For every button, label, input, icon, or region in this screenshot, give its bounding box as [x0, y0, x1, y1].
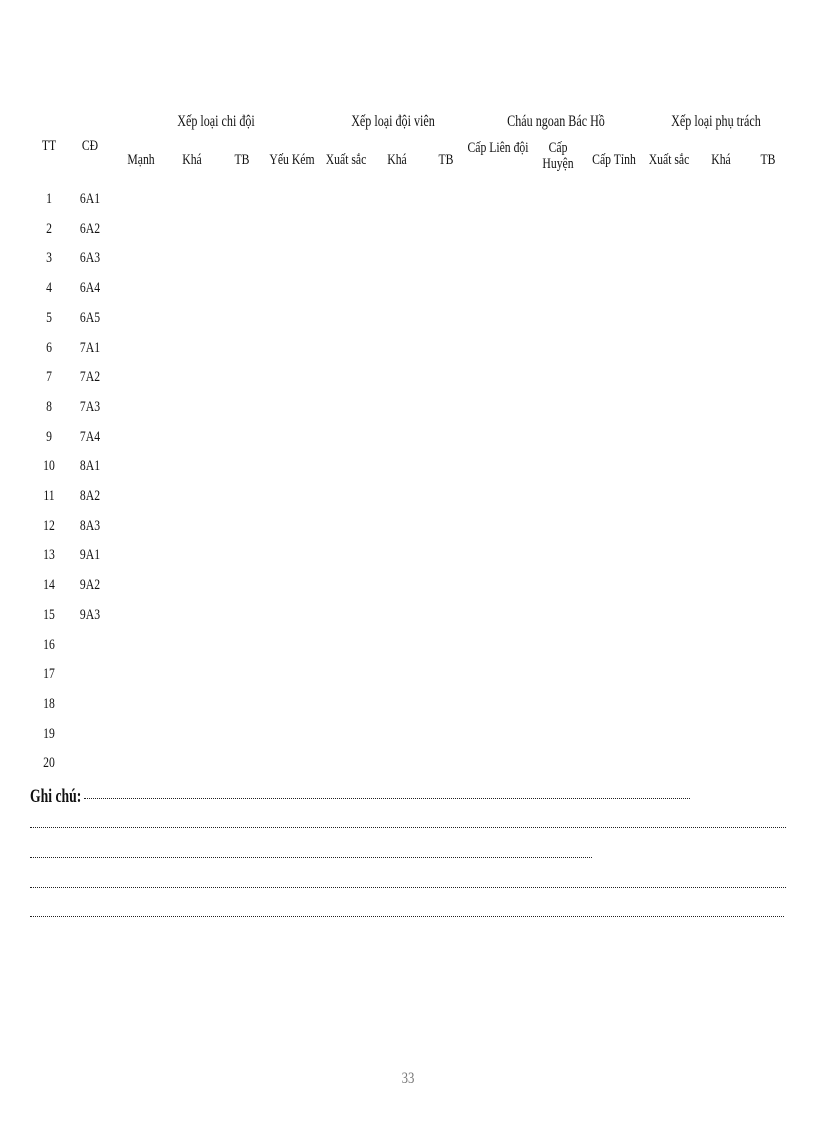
row-tt: 3	[46, 250, 52, 267]
row-tt: 12	[43, 517, 55, 534]
header-kha-phu-trach: Khá	[711, 152, 731, 168]
row-cd: 7A1	[79, 339, 101, 356]
row-tt: 15	[43, 606, 55, 623]
row-tt: 5	[46, 309, 52, 326]
row-tt: 20	[43, 755, 55, 772]
row-cd: 6A3	[79, 250, 101, 267]
row-cd: 6A2	[79, 220, 101, 237]
row-tt: 6	[46, 339, 52, 356]
header-cap-tinh: Cấp Tỉnh	[592, 152, 636, 168]
row-tt: 4	[46, 280, 52, 297]
row-tt: 2	[46, 220, 52, 237]
row-cd: 8A1	[79, 458, 101, 475]
row-tt: 10	[43, 458, 55, 475]
group-header-phu-trach: Xếp loại phụ trách	[671, 113, 761, 130]
note-label: Ghi chú:	[30, 786, 82, 807]
header-cap-lien-doi: Cấp Liên đội	[467, 140, 529, 156]
row-tt: 8	[46, 398, 52, 415]
header-cap-huyen: Cấp Huyện	[542, 140, 574, 172]
row-tt: 1	[46, 191, 52, 207]
row-cd: 6A4	[79, 280, 101, 297]
row-cd: 6A5	[79, 309, 101, 326]
note-line-1	[84, 798, 690, 799]
row-tt: 14	[43, 577, 55, 594]
note-line-5	[30, 916, 784, 917]
row-cd: 9A2	[79, 577, 101, 594]
row-tt: 9	[46, 428, 52, 445]
row-cd: 8A2	[79, 488, 101, 504]
header-kha-doi-vien: Khá	[387, 152, 407, 168]
header-yeu-kem: Yếu Kém	[269, 152, 315, 168]
header-tb-phu-trach: TB	[760, 152, 776, 168]
row-cd: 7A3	[79, 398, 101, 415]
row-tt: 7	[46, 369, 52, 386]
row-cd: 7A4	[79, 428, 101, 445]
row-cd: 6A1	[79, 191, 101, 207]
row-tt: 17	[43, 666, 55, 683]
header-xuat-sac-phu-trach: Xuất sắc	[648, 152, 690, 168]
group-header-chau-ngoan: Cháu ngoan Bác Hồ	[507, 113, 605, 130]
header-cd: CĐ	[81, 138, 99, 154]
header-tt: TT	[41, 138, 57, 154]
header-manh: Mạnh	[127, 152, 155, 168]
row-cd: 8A3	[79, 517, 101, 534]
header-kha-chi-doi: Khá	[182, 152, 202, 168]
note-line-2	[30, 827, 786, 828]
row-tt: 11	[43, 488, 55, 504]
header-tb-chi-doi: TB	[234, 152, 250, 168]
row-cd: 7A2	[79, 369, 101, 386]
note-line-4	[30, 887, 786, 888]
group-header-chi-doi: Xếp loại chi đội	[177, 113, 255, 130]
row-tt: 13	[43, 547, 55, 564]
header-xuat-sac-doi-vien: Xuất sắc	[325, 152, 367, 168]
group-header-doi-vien: Xếp loại đội viên	[351, 113, 435, 130]
row-tt: 18	[43, 695, 55, 712]
header-tb-doi-vien: TB	[438, 152, 454, 168]
row-tt: 16	[43, 636, 55, 653]
row-cd: 9A3	[79, 606, 101, 623]
row-tt: 19	[43, 725, 55, 742]
note-line-3	[30, 857, 592, 858]
row-cd: 9A1	[79, 547, 101, 564]
page-number: 33	[401, 1070, 415, 1087]
